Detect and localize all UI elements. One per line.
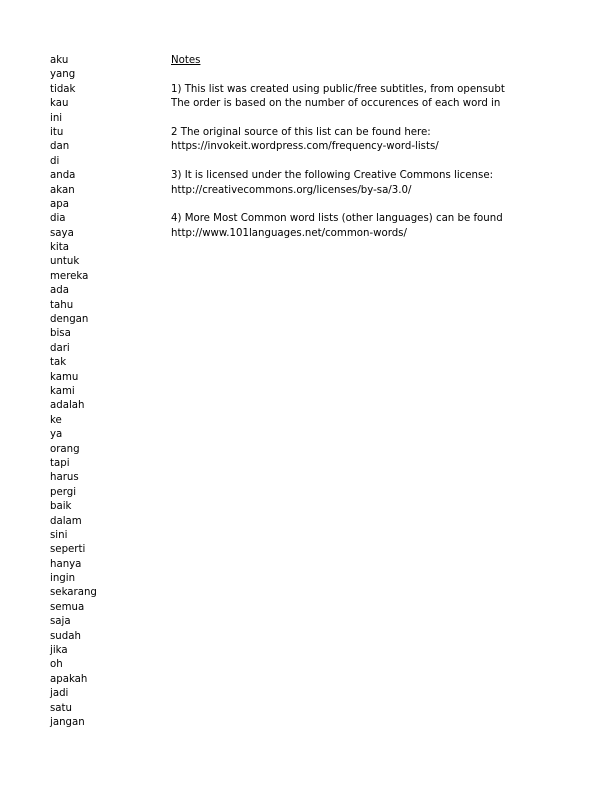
word-item: oh (50, 659, 63, 671)
word-item: semua (50, 601, 85, 613)
word-item: seperti (50, 544, 86, 556)
word-item: dan (50, 141, 70, 153)
word-item: sudah (50, 630, 81, 642)
word-item: saja (50, 616, 71, 628)
word-item: di (50, 155, 60, 167)
word-item: kau (50, 98, 69, 110)
notes-line: http://www.101languages.net/common-words/ (171, 227, 407, 239)
notes-line: The order is based on the number of occurences of each word in (171, 98, 501, 110)
word-item: kita (50, 242, 69, 254)
word-item: bisa (50, 328, 71, 340)
notes-line: 4) More Most Common word lists (other languages) can be found (171, 213, 503, 225)
word-item: akan (50, 184, 75, 196)
word-item: adalah (50, 400, 85, 412)
word-item: ke (50, 414, 62, 426)
word-item: yang (50, 69, 76, 81)
notes-line: 3) It is licensed under the following Creative Commons license: (171, 170, 494, 182)
notes-blank-line (171, 198, 531, 212)
word-item: sekarang (50, 587, 97, 599)
word-item: tahu (50, 299, 74, 311)
word-item: orang (50, 443, 80, 455)
word-item: dengan (50, 314, 89, 326)
word-item: untuk (50, 256, 80, 268)
word-item: pergi (50, 486, 77, 498)
word-item: tapi (50, 457, 70, 469)
notes-section (171, 54, 531, 241)
notes-blank-line (171, 155, 531, 169)
word-list (50, 54, 97, 730)
word-item: anda (50, 170, 76, 182)
notes-title: Notes (171, 55, 201, 66)
word-item: apa (50, 198, 69, 210)
word-item: itu (50, 126, 64, 138)
word-item: hanya (50, 558, 82, 570)
word-item: ada (50, 285, 69, 297)
word-item: apakah (50, 673, 88, 685)
word-item: saya (50, 227, 74, 239)
word-item: jika (50, 645, 68, 657)
word-item: aku (50, 55, 69, 66)
notes-blank-line (171, 68, 531, 82)
word-item: satu (50, 702, 73, 714)
word-item: dari (50, 342, 70, 354)
word-item: sini (50, 529, 68, 541)
word-item: ini (50, 112, 63, 124)
word-item: jangan (50, 716, 85, 728)
word-item: mereka (50, 270, 89, 282)
word-item: jadi (50, 688, 69, 700)
word-item: ya (50, 429, 63, 441)
word-item: dalam (50, 515, 82, 527)
word-item: kami (50, 385, 75, 397)
notes-line: 1) This list was created using public/free subtitles, from opensubt (171, 83, 505, 95)
notes-line: https://invokeit.wordpress.com/frequency-word-lists/ (171, 141, 439, 153)
word-item: ingin (50, 573, 76, 585)
notes-line: 2 The original source of this list can be found here: (171, 126, 431, 138)
word-item: baik (50, 501, 72, 513)
notes-blank-line (171, 112, 531, 126)
word-item: tidak (50, 83, 76, 95)
word-item: tak (50, 357, 67, 369)
notes-body (171, 68, 531, 241)
word-item: kamu (50, 371, 79, 383)
word-item: harus (50, 472, 79, 484)
notes-line: http://creativecommons.org/licenses/by-sa/3.0/ (171, 184, 412, 196)
word-item: dia (50, 213, 66, 225)
